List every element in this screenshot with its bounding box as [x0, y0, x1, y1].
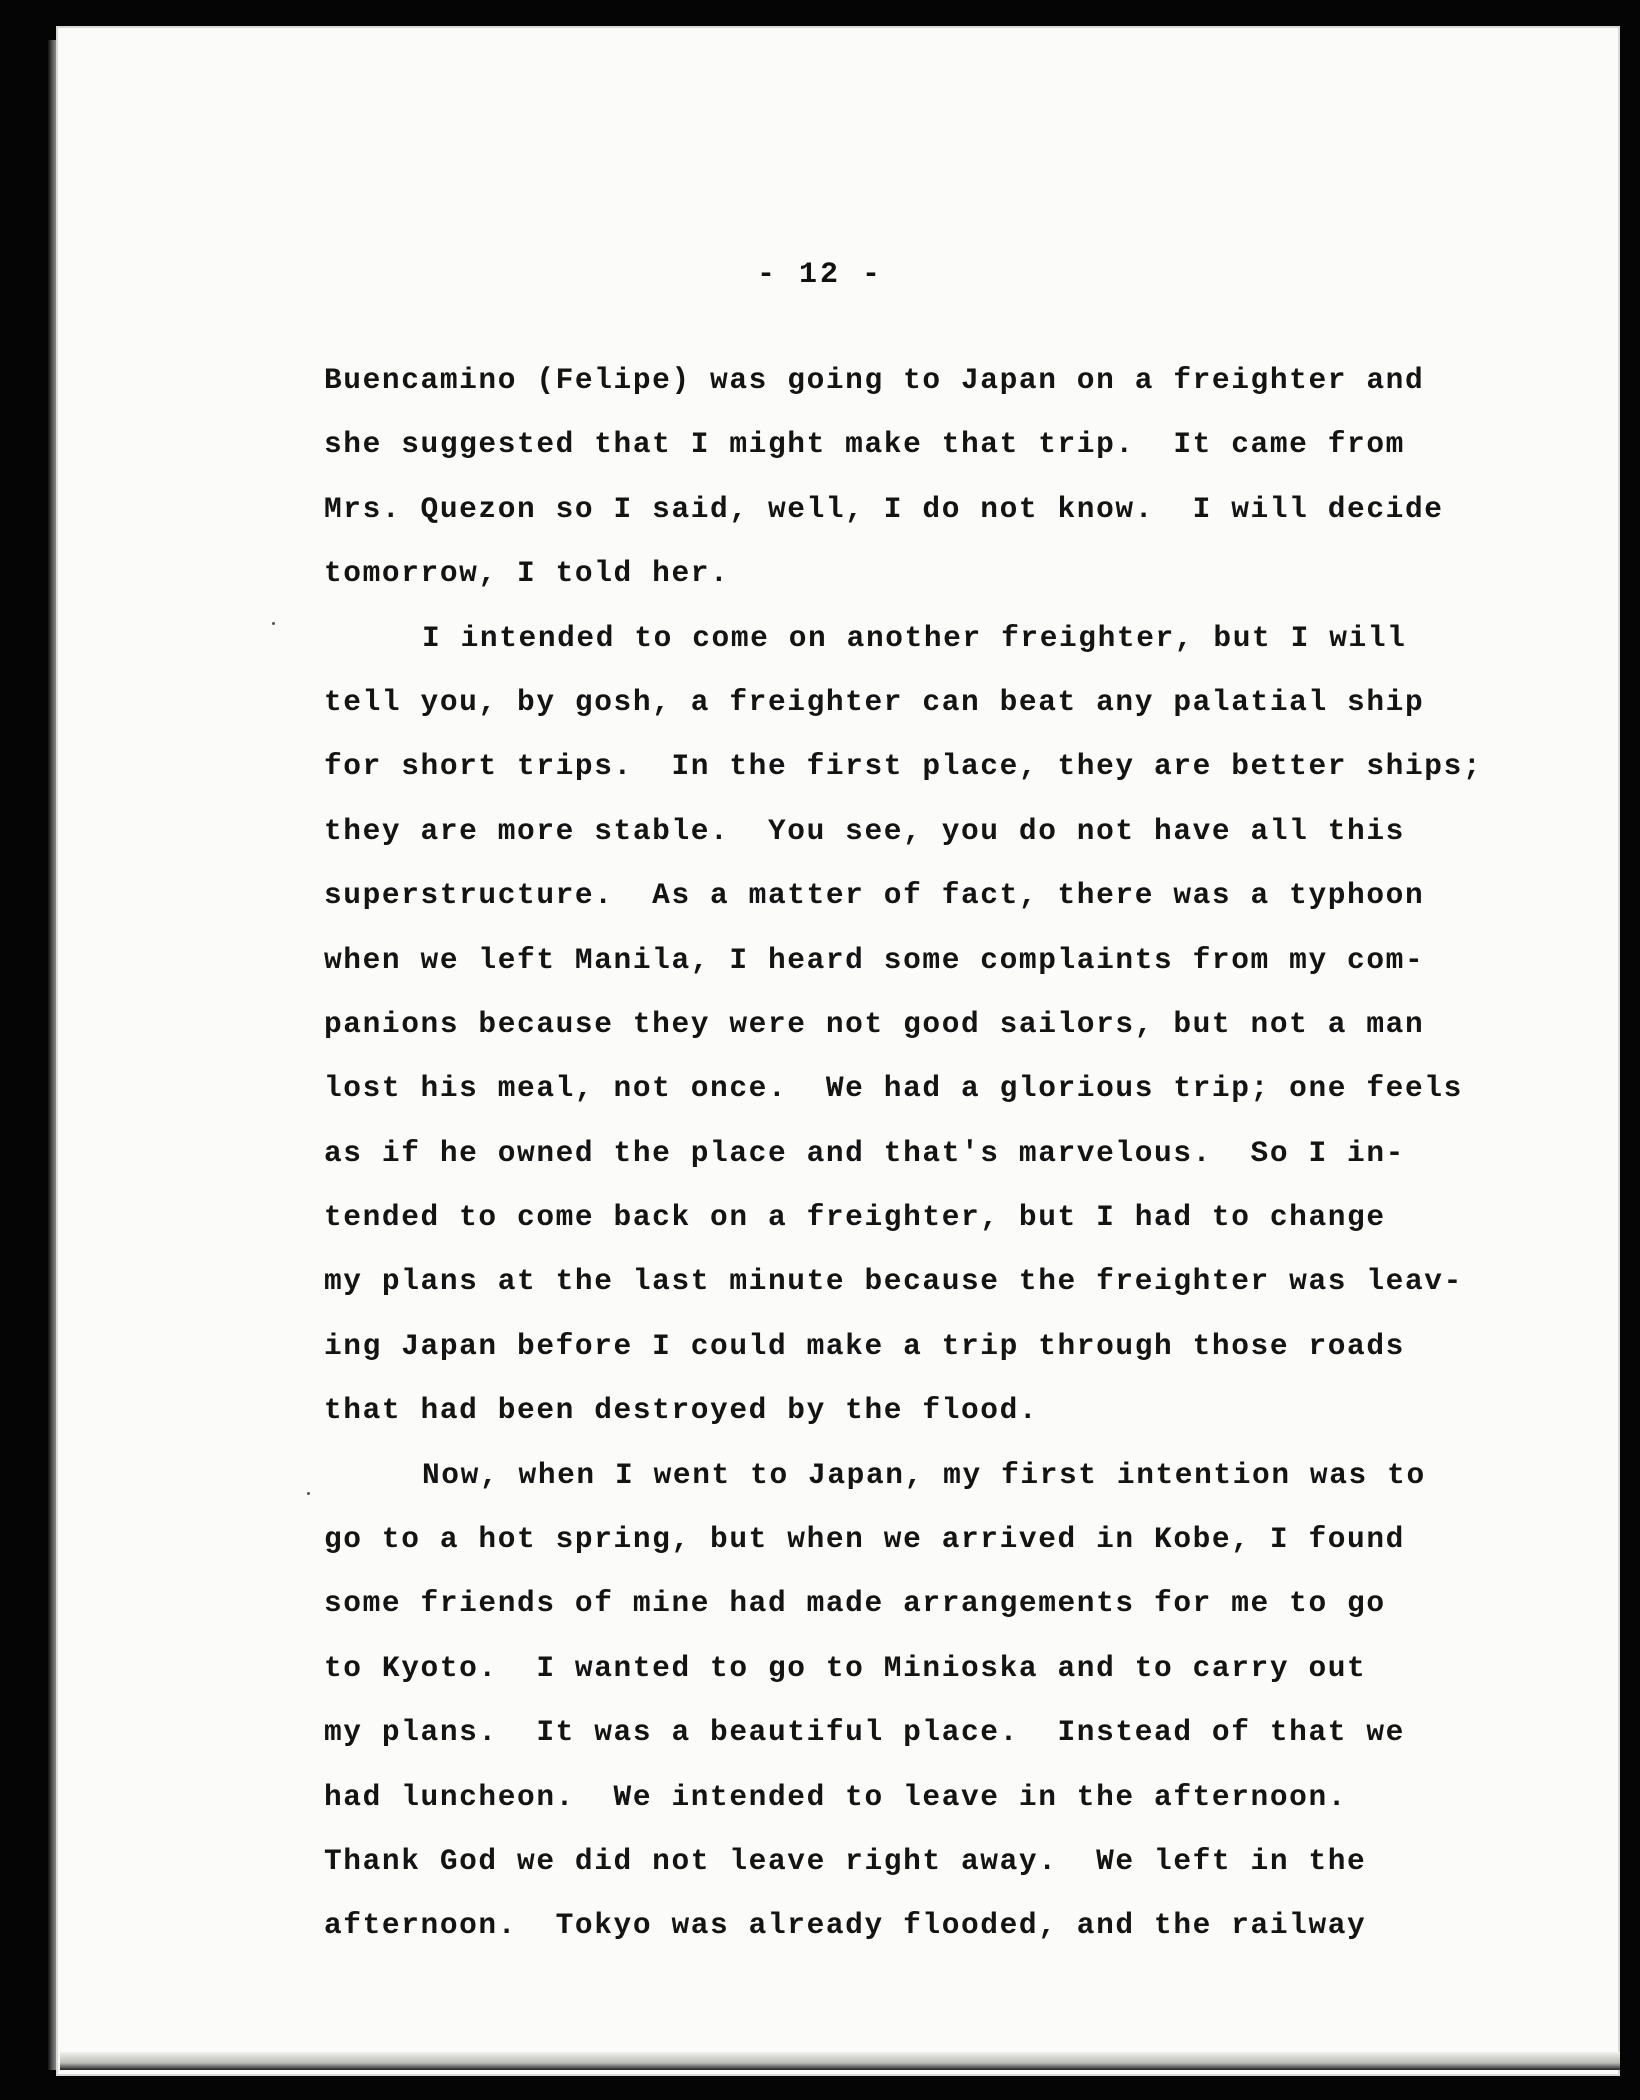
text-line: that had been destroyed by the flood.	[324, 1393, 1039, 1428]
text-line: for short trips. In the first place, they are better ships;	[324, 749, 1483, 784]
paper-speck	[272, 622, 275, 625]
text-line: tell you, by gosh, a freighter can beat any palatial ship	[324, 684, 1425, 719]
sheet-bottom-edge	[60, 2052, 1620, 2070]
text-line: Now, when I went to Japan, my first intention was to	[422, 1457, 1426, 1492]
body-text	[324, 348, 1524, 1958]
text-line: panions because they were not good sailors, but not a man	[324, 1006, 1425, 1041]
text-line: superstructure. As a matter of fact, there was a typhoon	[324, 878, 1425, 913]
text-line: afternoon. Tokyo was already flooded, and the railway	[324, 1908, 1367, 1943]
text-line: ing Japan before I could make a trip through those roads	[324, 1328, 1405, 1363]
paper-speck	[307, 1492, 310, 1495]
text-line: she suggested that I might make that trip. It came from	[324, 427, 1405, 462]
text-line: my plans at the last minute because the freighter was leav-	[324, 1264, 1463, 1299]
page-number: - 12 -	[756, 258, 884, 292]
text-line: lost his meal, not once. We had a glorious trip; one feels	[324, 1071, 1463, 1106]
text-line: I intended to come on another freighter, but I will	[422, 620, 1407, 655]
text-line: some friends of mine had made arrangements for me to go	[324, 1586, 1386, 1621]
text-line: Thank God we did not leave right away. We left in the	[324, 1843, 1367, 1878]
text-line: go to a hot spring, but when we arrived in Kobe, I found	[324, 1522, 1405, 1557]
text-line: as if he owned the place and that's marvelous. So I in-	[324, 1135, 1405, 1170]
text-line: tended to come back on a freighter, but I had to change	[324, 1200, 1386, 1235]
text-line: Mrs. Quezon so I said, well, I do not know. I will decide	[324, 491, 1444, 526]
text-line: when we left Manila, I heard some complaints from my com-	[324, 942, 1425, 977]
text-line: had luncheon. We intended to leave in the afternoon.	[324, 1779, 1348, 1814]
text-line: my plans. It was a beautiful place. Instead of that we	[324, 1715, 1405, 1750]
text-line: they are more stable. You see, you do not have all this	[324, 813, 1405, 848]
text-line: tomorrow, I told her.	[324, 556, 730, 591]
text-line: to Kyoto. I wanted to go to Minioska and to carry out	[324, 1650, 1367, 1685]
text-line: Buencamino (Felipe) was going to Japan on a freighter and	[324, 363, 1425, 397]
